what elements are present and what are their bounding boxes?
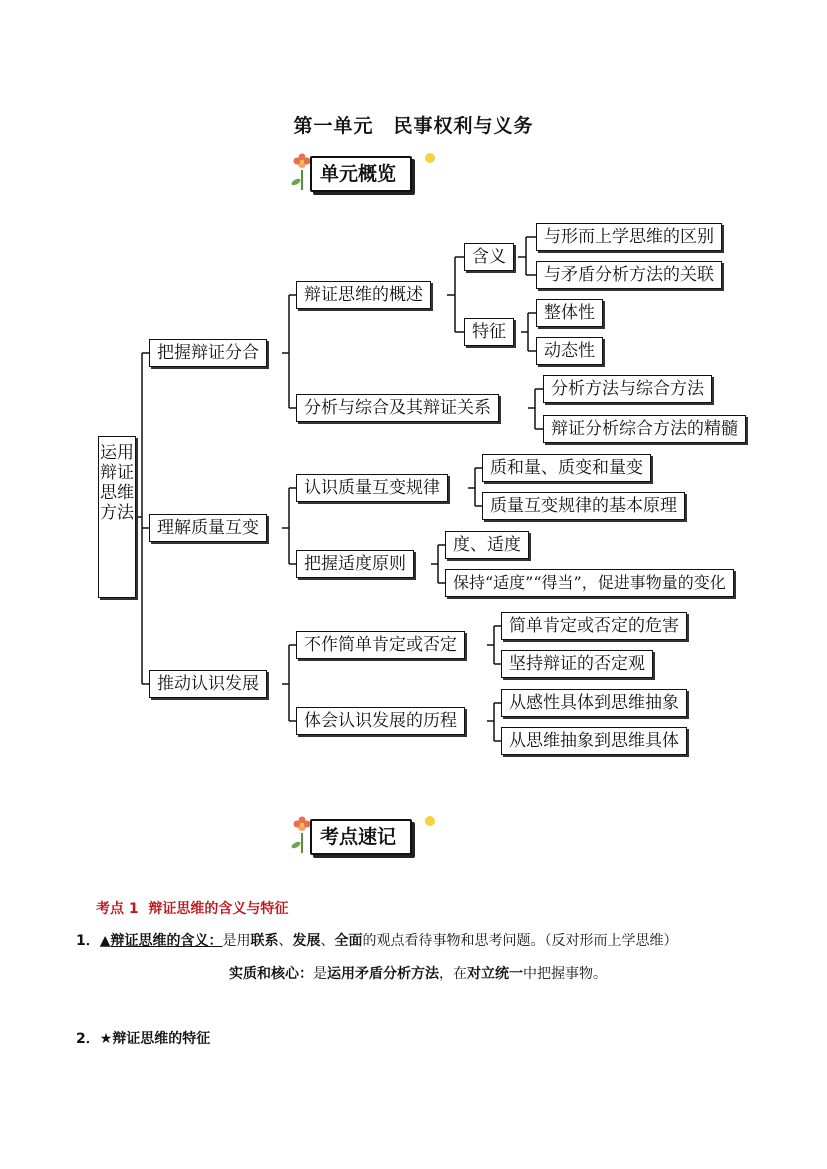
- mindmap-l2-node: 把握适度原则: [296, 550, 414, 578]
- item-text: 、: [320, 933, 335, 949]
- mindmap-leaf: 分析方法与综合方法: [543, 375, 712, 403]
- mindmap-l2-node: 分析与综合及其辩证关系: [296, 394, 499, 422]
- item-text: 是用: [222, 933, 251, 949]
- mindmap-l1-node: 理解质量互变: [149, 514, 267, 542]
- mindmap-l2-node: 认识质量互变规律: [296, 474, 448, 502]
- mindmap-leaf: 整体性: [536, 299, 603, 327]
- mindmap-leaf: 辩证分析综合方法的精髓: [543, 415, 746, 443]
- mindmap-leaf: 度、适度: [445, 531, 529, 559]
- item-text: ，在: [439, 966, 467, 982]
- point-item-1-sub: [229, 963, 607, 983]
- item-text: 是: [313, 966, 327, 982]
- banner-label: 考点速记: [310, 819, 412, 855]
- point-item-2: [76, 1028, 210, 1048]
- mindmap-leaf: 从思维抽象到思维具体: [501, 727, 687, 755]
- mindmap-leaf: 与形而上学思维的区别: [536, 223, 722, 251]
- mindmap-leaf: 质和量、质变和量变: [482, 454, 651, 482]
- mindmap-l3-node: 特征: [464, 318, 514, 346]
- mindmap-leaf: 从感性具体到思维抽象: [501, 689, 687, 717]
- mindmap-l2-node: 体会认识发展的历程: [296, 707, 465, 735]
- item-text: 中把握事物。: [523, 966, 607, 982]
- item-text: 、: [278, 933, 293, 949]
- item-label: 实质和核心：: [229, 966, 313, 982]
- item-label: 辩证思维的特征: [112, 1031, 211, 1047]
- keyword: 全面: [334, 933, 363, 949]
- mindmap-l2-node: 辩证思维的概述: [296, 281, 431, 309]
- item-text: 的观点看待事物和思考问题。（反对形而上学思维）: [362, 933, 678, 949]
- mindmap-l1-node: 推动认识发展: [149, 670, 267, 698]
- sun-dot-icon: [424, 815, 436, 827]
- keyword: 发展: [292, 933, 321, 949]
- mindmap-root: 运用辩证思维方法: [98, 436, 136, 598]
- keyword: 联系: [250, 933, 279, 949]
- triangle-icon: ▲: [99, 933, 111, 949]
- item-number: 2．: [76, 1031, 100, 1047]
- mindmap-leaf: 质量互变规律的基本原理: [482, 492, 685, 520]
- star-icon: ★: [99, 1031, 113, 1047]
- item-label: 辩证思维的含义：: [110, 933, 223, 949]
- mindmap-l3-node: 含义: [464, 243, 514, 271]
- mindmap-leaf: 动态性: [536, 337, 603, 365]
- point-item-1: [76, 930, 678, 950]
- mindmap-l1-node: 把握辩证分合: [149, 339, 267, 367]
- section-heading: 考点 1 辩证思维的含义与特征: [96, 901, 289, 917]
- keyword: 运用矛盾分析方法: [327, 966, 439, 982]
- banner-label: 单元概览: [310, 156, 412, 192]
- keyword: 对立统一: [467, 966, 523, 982]
- mindmap-l2-node: 不作简单肯定或否定: [296, 631, 465, 659]
- mindmap-leaf: 与矛盾分析方法的关联: [536, 261, 722, 289]
- mindmap-leaf: 坚持辩证的否定观: [501, 650, 653, 678]
- mindmap-leaf: 简单肯定或否定的危害: [501, 612, 687, 640]
- page-title: 第一单元 民事权利与义务: [293, 115, 534, 137]
- mindmap-leaf: 保持“适度”“得当”，促进事物量的变化: [445, 569, 734, 597]
- item-number: 1．: [76, 933, 100, 949]
- section-banner-points: [288, 815, 448, 855]
